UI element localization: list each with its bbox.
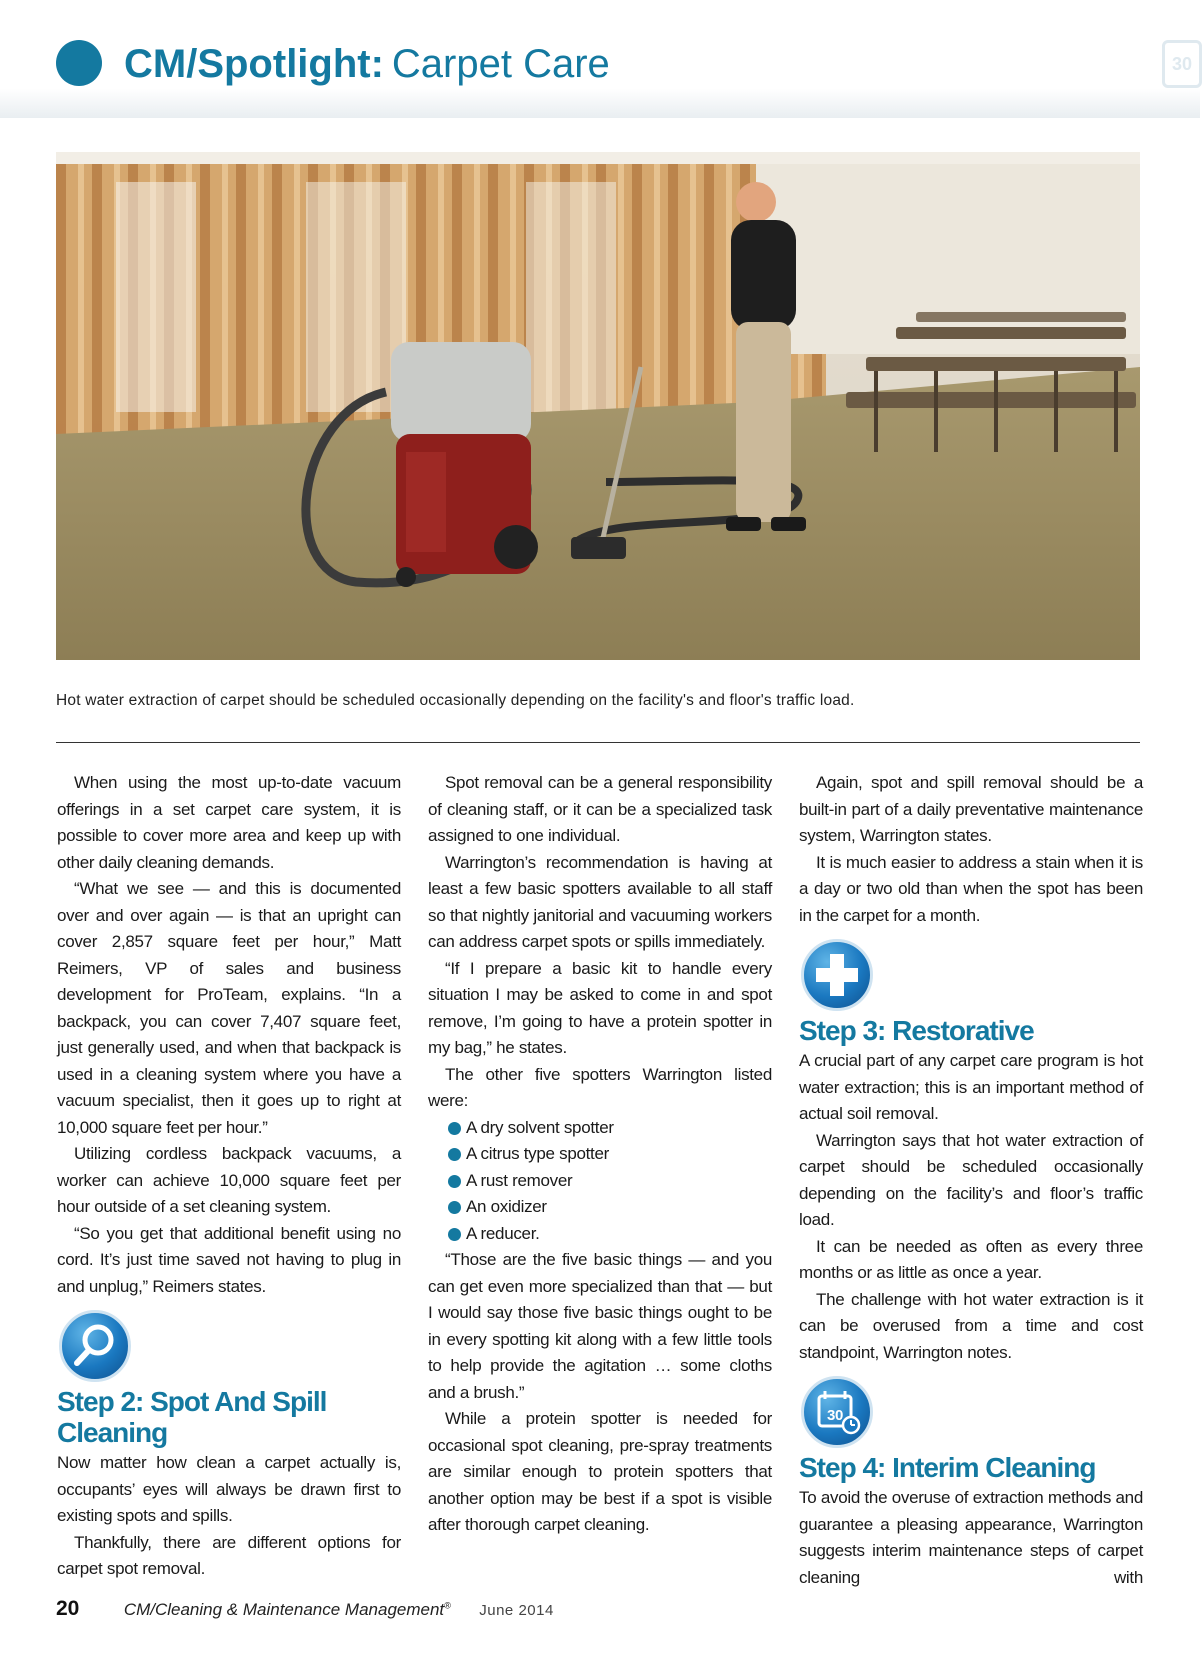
paragraph: To avoid the overuse of extraction methods and guarantee a pleasing appearance, Warrington suggests interim maintenance steps of carpet cleaning with xyxy=(799,1488,1143,1587)
bullet-icon xyxy=(448,1201,461,1214)
step-2-heading: Step 2: Spot And Spill Cleaning xyxy=(57,1386,327,1448)
paragraph: The other five spotters Warrington listed were: xyxy=(428,1064,772,1110)
paragraph: Thankfully, there are different options for carpet spot removal. xyxy=(57,1532,401,1578)
section-dot-icon xyxy=(56,40,102,86)
bullet-icon xyxy=(448,1148,461,1161)
paragraph: When using the most up-to-date vacuum offerings in a set carpet care system, it is possible to cover more area and keep up with other daily cleaning demands. xyxy=(57,773,401,872)
caption-divider xyxy=(56,742,1140,743)
paragraph: “What we see — and this is documented over and over again — is that an upright can cover 2,857 square feet per hour,” Matt Reimers, VP of sales and business development for ProTeam, explains. “In a backpack, you can cover 7,407 square feet, just generally used, and when that backpack is used in a cleaning system where you have a vacuum specialist, then it goes up to right at 10,000 square feet per hour.” xyxy=(57,879,401,1137)
article-column-3 xyxy=(799,770,1143,1591)
list-item: A dry solvent spotter xyxy=(448,1115,772,1142)
article-column-2 xyxy=(428,770,772,1539)
article-column-1 xyxy=(57,770,401,1583)
registered-mark: ® xyxy=(444,1600,451,1611)
section-brand: CM/Spotlight: xyxy=(124,42,384,86)
spotter-list xyxy=(428,1115,772,1248)
paragraph: “Those are the five basic things — and you can get even more specialized than that — but I would say those five basic things ought to be in every spotting kit along with a few little tools to help provide the agitation … some cloths and a brush.” xyxy=(428,1250,772,1402)
page-number: 20 xyxy=(56,1597,80,1620)
paragraph: A crucial part of any carpet care program is hot water extraction; this is an important method of actual soil removal. xyxy=(799,1051,1143,1123)
list-item: A citrus type spotter xyxy=(448,1141,772,1168)
paragraph: Spot removal can be a general responsibility of cleaning staff, or it can be a specialized task assigned to one individual. xyxy=(428,773,772,845)
page-footer xyxy=(56,1597,554,1621)
paragraph: Again, spot and spill removal should be a built-in part of a daily preventative maintenance system, Warrington states. xyxy=(799,773,1143,845)
paragraph: While a protein spotter is needed for occasional spot cleaning, pre-spray treatments are similar enough to protein spotters that another option may be best if a spot is visible after thorough carpet cleaning. xyxy=(428,1409,772,1534)
list-item: An oxidizer xyxy=(448,1194,772,1221)
section-topic: Carpet Care xyxy=(391,42,610,86)
step-4-heading: Step 4: Interim Cleaning xyxy=(799,1452,1096,1483)
step-3-heading: Step 3: Restorative xyxy=(799,1015,1034,1046)
photo-caption: Hot water extraction of carpet should be scheduled occasionally depending on the facility's and floor's traffic load. xyxy=(56,692,855,709)
plus-icon xyxy=(801,939,873,1011)
calendar-watermark-icon: 30 xyxy=(1162,40,1202,88)
bullet-icon xyxy=(448,1122,461,1135)
paragraph: It is much easier to address a stain when it is a day or two old than when the spot has been in the carpet for a month. xyxy=(799,852,1143,925)
page-title xyxy=(124,40,610,88)
publication-name: CM/Cleaning & Maintenance Management® xyxy=(123,1600,451,1619)
paragraph: Utilizing cordless backpack vacuums, a worker can achieve 10,000 square feet per hour outside of a set cleaning system. xyxy=(57,1144,401,1216)
paragraph: It can be needed as often as every three months or as little as once a year. xyxy=(799,1236,1143,1282)
bullet-icon xyxy=(448,1228,461,1241)
magnifier-icon xyxy=(59,1310,131,1382)
list-item: A reducer. xyxy=(448,1221,772,1248)
paragraph: Now matter how clean a carpet actually is, occupants’ eyes will always be drawn first to existing spots and spills. xyxy=(57,1453,401,1525)
paragraph: The challenge with hot water extraction is it can be overused from a time and cost standpoint, Warrington notes. xyxy=(799,1289,1143,1362)
paragraph: “So you get that additional benefit using no cord. It’s just time saved not having to plug in and unplug,” Reimers states. xyxy=(57,1223,401,1296)
paragraph: Warrington says that hot water extraction of carpet should be scheduled occasionally depending on the facility’s and floor’s traffic load. xyxy=(799,1130,1143,1229)
issue-date: June 2014 xyxy=(479,1602,554,1619)
paragraph: “If I prepare a basic kit to handle every situation I may be asked to come in and spot remove, I’m going to have a protein spotter in my bag,” he states. xyxy=(428,958,772,1057)
calendar-day-text: 30 xyxy=(826,1407,844,1424)
list-item: A rust remover xyxy=(448,1168,772,1195)
paragraph: Warrington’s recommendation is having at least a few basic spotters available to all staff so that nightly janitorial and vacuuming workers can address carpet spots or spills immediately. xyxy=(428,852,772,951)
photo-credit: Image courtesy of CFR xyxy=(1168,675,1180,802)
calendar-clock-icon xyxy=(801,1376,873,1448)
bullet-icon xyxy=(448,1175,461,1188)
photo-illustration xyxy=(56,152,1140,660)
page-header xyxy=(0,0,1200,118)
